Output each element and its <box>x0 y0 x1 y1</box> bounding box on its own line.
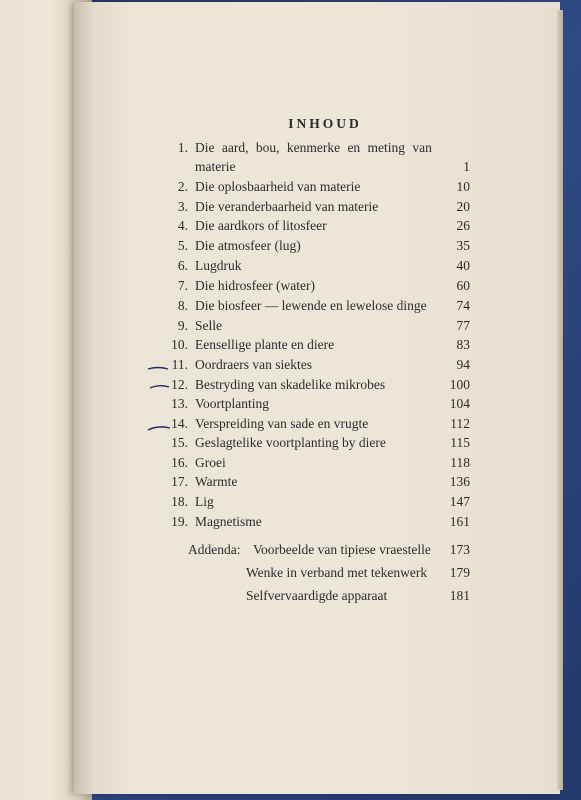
entry-page: 147 <box>449 494 470 509</box>
addenda-page: 173 <box>449 542 470 557</box>
entry-page: 83 <box>456 337 470 352</box>
entry-number: 4. <box>177 218 188 233</box>
entry-number: 6. <box>177 258 188 273</box>
entry-number: 8. <box>177 298 188 313</box>
toc-heading: INHOUD <box>288 116 362 131</box>
entry-page: 112 <box>450 416 470 431</box>
entry-number: 14. <box>171 416 188 431</box>
entry-title: Die hidrosfeer (water) <box>195 278 315 293</box>
entry-title: Bestryding van skadelike mikrobes <box>195 377 386 392</box>
entry-page: 94 <box>456 357 470 372</box>
entry-title: Die atmosfeer (lug) <box>195 238 301 253</box>
entry-title: Geslagtelike voortplanting by diere <box>195 435 386 450</box>
entry-title: Groei <box>195 455 226 470</box>
entry-title: Voortplanting <box>195 396 269 411</box>
entry-title: Selle <box>195 318 222 333</box>
entry-page: 40 <box>456 258 470 273</box>
entry-page: 20 <box>456 199 470 214</box>
entry-page: 74 <box>456 298 470 313</box>
entry-title: Die aard, bou, kenmerke en meting van <box>195 140 432 155</box>
entry-page: 161 <box>449 514 470 529</box>
entry-title: Die aardkors of litosfeer <box>195 218 327 233</box>
entry-number: 18. <box>171 494 188 509</box>
entry-title: Die veranderbaarheid van materie <box>195 199 379 214</box>
entry-number: 10. <box>171 337 188 352</box>
entry-title: Oordraers van siektes <box>195 357 312 372</box>
entry-title: Warmte <box>195 474 238 489</box>
entry-title: Magnetisme <box>195 514 262 529</box>
entry-number: 3. <box>177 199 188 214</box>
entry-title: Die oplosbaarheid van materie <box>195 179 361 194</box>
addenda-page: 181 <box>449 588 470 603</box>
entry-page: 136 <box>449 474 470 489</box>
addenda-title: Voorbeelde van tipiese vraestelle <box>253 542 431 557</box>
entry-page: 118 <box>450 455 470 470</box>
entry-number: 7. <box>177 278 188 293</box>
entry-number: 9. <box>177 318 188 333</box>
entry-page: 10 <box>456 179 470 194</box>
entry-title: Lugdruk <box>195 258 242 273</box>
addenda-title: Selfvervaardigde apparaat <box>246 588 388 603</box>
addenda-label: Addenda: <box>188 542 241 557</box>
addenda-title: Wenke in verband met tekenwerk <box>246 565 428 580</box>
entry-page: 100 <box>449 377 470 392</box>
entry-title-continuation: materie <box>195 159 236 174</box>
entry-page: 26 <box>456 218 470 233</box>
entry-page: 115 <box>450 435 470 450</box>
entry-number: 11. <box>171 357 188 372</box>
entry-number: 5. <box>177 238 188 253</box>
entry-title: Die biosfeer — lewende en lewelose dinge <box>195 298 427 313</box>
addenda-page: 179 <box>449 565 470 580</box>
entry-number: 13. <box>171 396 188 411</box>
entry-number: 2. <box>177 179 188 194</box>
entry-title: Lig <box>195 494 214 509</box>
entry-number: 1. <box>177 140 188 155</box>
entry-number: 19. <box>171 514 188 529</box>
entry-page: 1 <box>463 159 470 174</box>
entry-title: Eensellige plante en diere <box>195 337 335 352</box>
entry-page: 104 <box>449 396 470 411</box>
entry-page: 77 <box>456 318 470 333</box>
entry-number: 16. <box>171 455 188 470</box>
entry-number: 12. <box>171 377 188 392</box>
entry-title: Verspreiding van sade en vrugte <box>195 416 369 431</box>
entry-page: 60 <box>456 278 470 293</box>
entry-number: 17. <box>171 474 188 489</box>
entry-number: 15. <box>171 435 188 450</box>
entry-page: 35 <box>456 238 470 253</box>
